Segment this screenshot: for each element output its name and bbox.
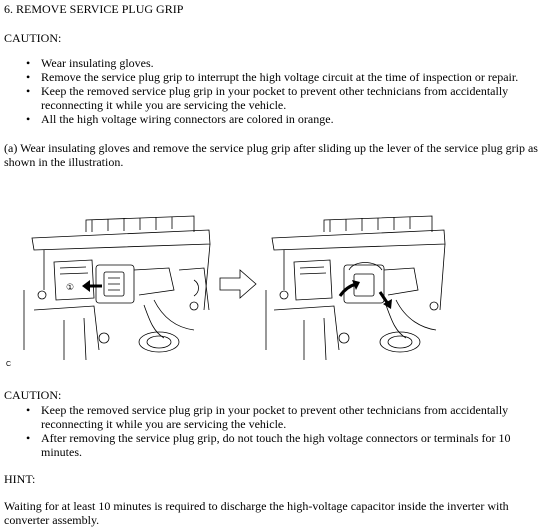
hint-text: Waiting for at least 10 minutes is required to discharge the high-voltage capacitor inside the inverter with converter assembly. — [4, 499, 509, 527]
caution-item: • All the high voltage wiring connectors are colored in orange. — [4, 112, 542, 126]
caution-item: • After removing the service plug grip, do not touch the high voltage connectors or terminals for 10 minutes. — [4, 431, 542, 459]
caution-list-2 — [4, 403, 542, 459]
hint-label: HINT: — [4, 472, 36, 486]
figure-label: C — [6, 361, 12, 368]
caution-item: • Keep the removed service plug grip in your pocket to prevent other technicians from accidentally reconnecting it while you are servicing the vehicle. — [4, 84, 542, 112]
arrow-left-icon — [82, 280, 102, 292]
illustration-before — [24, 216, 210, 360]
service-plug-illustration — [4, 210, 544, 370]
step-a-text: (a) Wear insulating gloves and remove the service plug grip after sliding up the lever of the service plug grip as shown in the illustration. — [4, 141, 538, 169]
lift-arrow-icon — [340, 280, 360, 296]
section-heading: 6. REMOVE SERVICE PLUG GRIP — [4, 2, 184, 16]
caution-item: • Keep the removed service plug grip in your pocket to prevent other technicians from accidentally reconnecting it while you are servicing the vehicle. — [4, 403, 542, 431]
caution-label-2: CAUTION: — [4, 388, 62, 402]
caution-label: CAUTION: — [4, 31, 62, 45]
step-marker-label: ① — [66, 283, 75, 293]
transition-arrow-icon — [220, 270, 256, 298]
caution-item: • Remove the service plug grip to interrupt the high voltage circuit at the time of inspection or repair. — [4, 70, 542, 84]
caution-item: • Wear insulating gloves. — [4, 56, 542, 70]
caution-list — [4, 56, 542, 126]
